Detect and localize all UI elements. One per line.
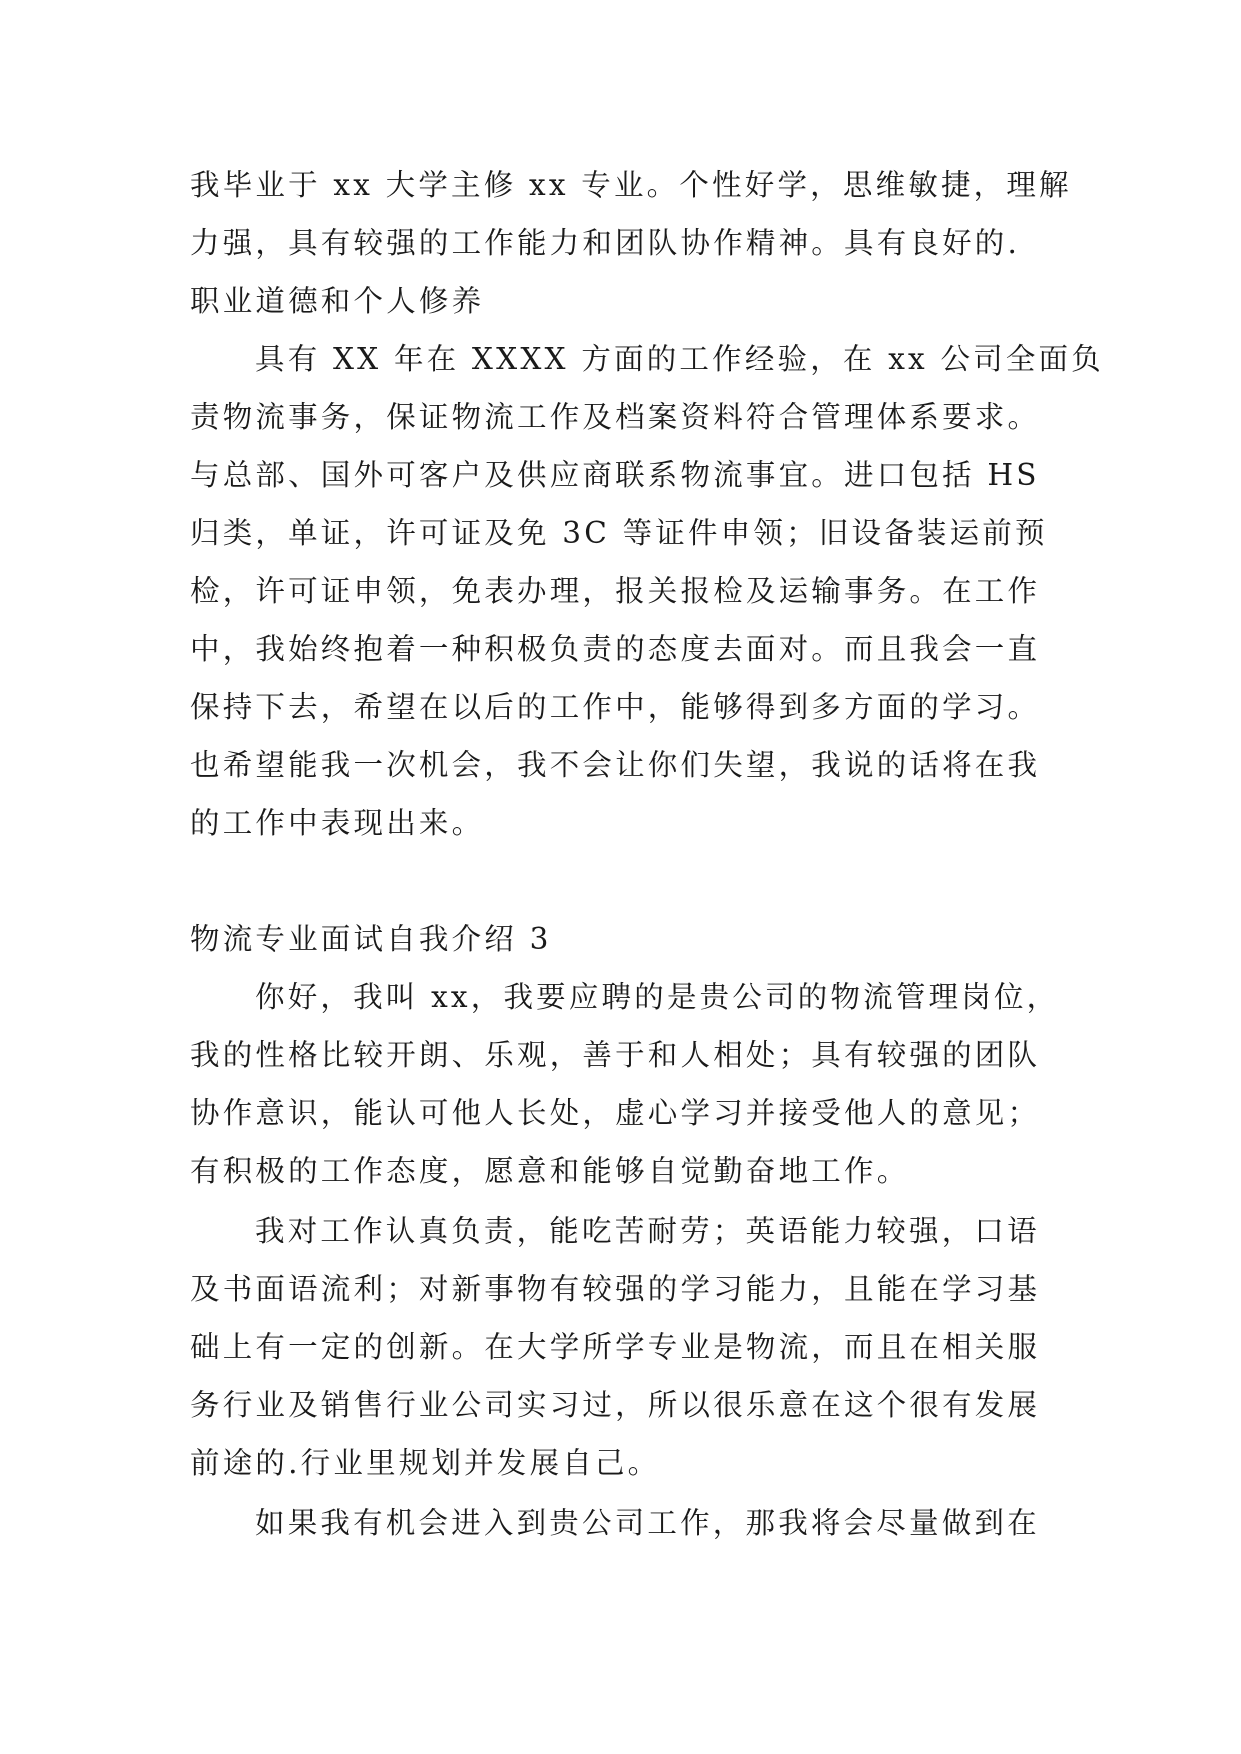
paragraph-4-line-2: 及书面语流利；对新事物有较强的学习能力，且能在学习基 <box>190 1272 1041 1306</box>
paragraph-2-line-7: 保持下去，希望在以后的工作中，能够得到多方面的学习。 <box>190 690 1041 724</box>
paragraph-2-line-1: 具有 XX 年在 XXXX 方面的工作经验，在 xx 公司全面负 <box>255 342 1104 376</box>
paragraph-2-line-4: 归类，单证，许可证及免 3C 等证件申领；旧设备装运前预 <box>190 516 1048 550</box>
paragraph-2-line-8: 也希望能我一次机会，我不会让你们失望，我说的话将在我 <box>190 748 1041 782</box>
section-title: 物流专业面试自我介绍 3 <box>190 922 552 956</box>
paragraph-2-line-5: 检，许可证申领，免表办理，报关报检及运输事务。在工作 <box>190 574 1041 608</box>
paragraph-3-line-3: 协作意识，能认可他人长处，虚心学习并接受他人的意见； <box>190 1096 1041 1130</box>
paragraph-2-line-9: 的工作中表现出来。 <box>190 806 485 840</box>
paragraph-1-line-3: 职业道德和个人修养 <box>190 284 485 318</box>
paragraph-4-line-1: 我对工作认真负责，能吃苦耐劳；英语能力较强，口语 <box>255 1214 1040 1248</box>
paragraph-2-line-3: 与总部、国外可客户及供应商联系物流事宜。进口包括 HS <box>190 458 1040 492</box>
paragraph-1-line-2: 力强，具有较强的工作能力和团队协作精神。具有良好的. <box>190 226 1021 260</box>
paragraph-4-line-4: 务行业及销售行业公司实习过，所以很乐意在这个很有发展 <box>190 1388 1041 1422</box>
paragraph-2-line-6: 中，我始终抱着一种积极负责的态度去面对。而且我会一直 <box>190 632 1041 666</box>
paragraph-1-line-1: 我毕业于 xx 大学主修 xx 专业。个性好学，思维敏捷，理解 <box>190 168 1072 202</box>
paragraph-3-line-1: 你好，我叫 xx，我要应聘的是贵公司的物流管理岗位， <box>255 980 1060 1014</box>
paragraph-4-line-5: 前途的.行业里规划并发展自己。 <box>190 1446 661 1480</box>
paragraph-3-line-4: 有积极的工作态度，愿意和能够自觉勤奋地工作。 <box>190 1154 910 1188</box>
paragraph-5-line-1: 如果我有机会进入到贵公司工作，那我将会尽量做到在 <box>255 1506 1040 1540</box>
paragraph-4-line-3: 础上有一定的创新。在大学所学专业是物流，而且在相关服 <box>190 1330 1041 1364</box>
paragraph-2-line-2: 责物流事务，保证物流工作及档案资料符合管理体系要求。 <box>190 400 1041 434</box>
paragraph-3-line-2: 我的性格比较开朗、乐观，善于和人相处；具有较强的团队 <box>190 1038 1041 1072</box>
